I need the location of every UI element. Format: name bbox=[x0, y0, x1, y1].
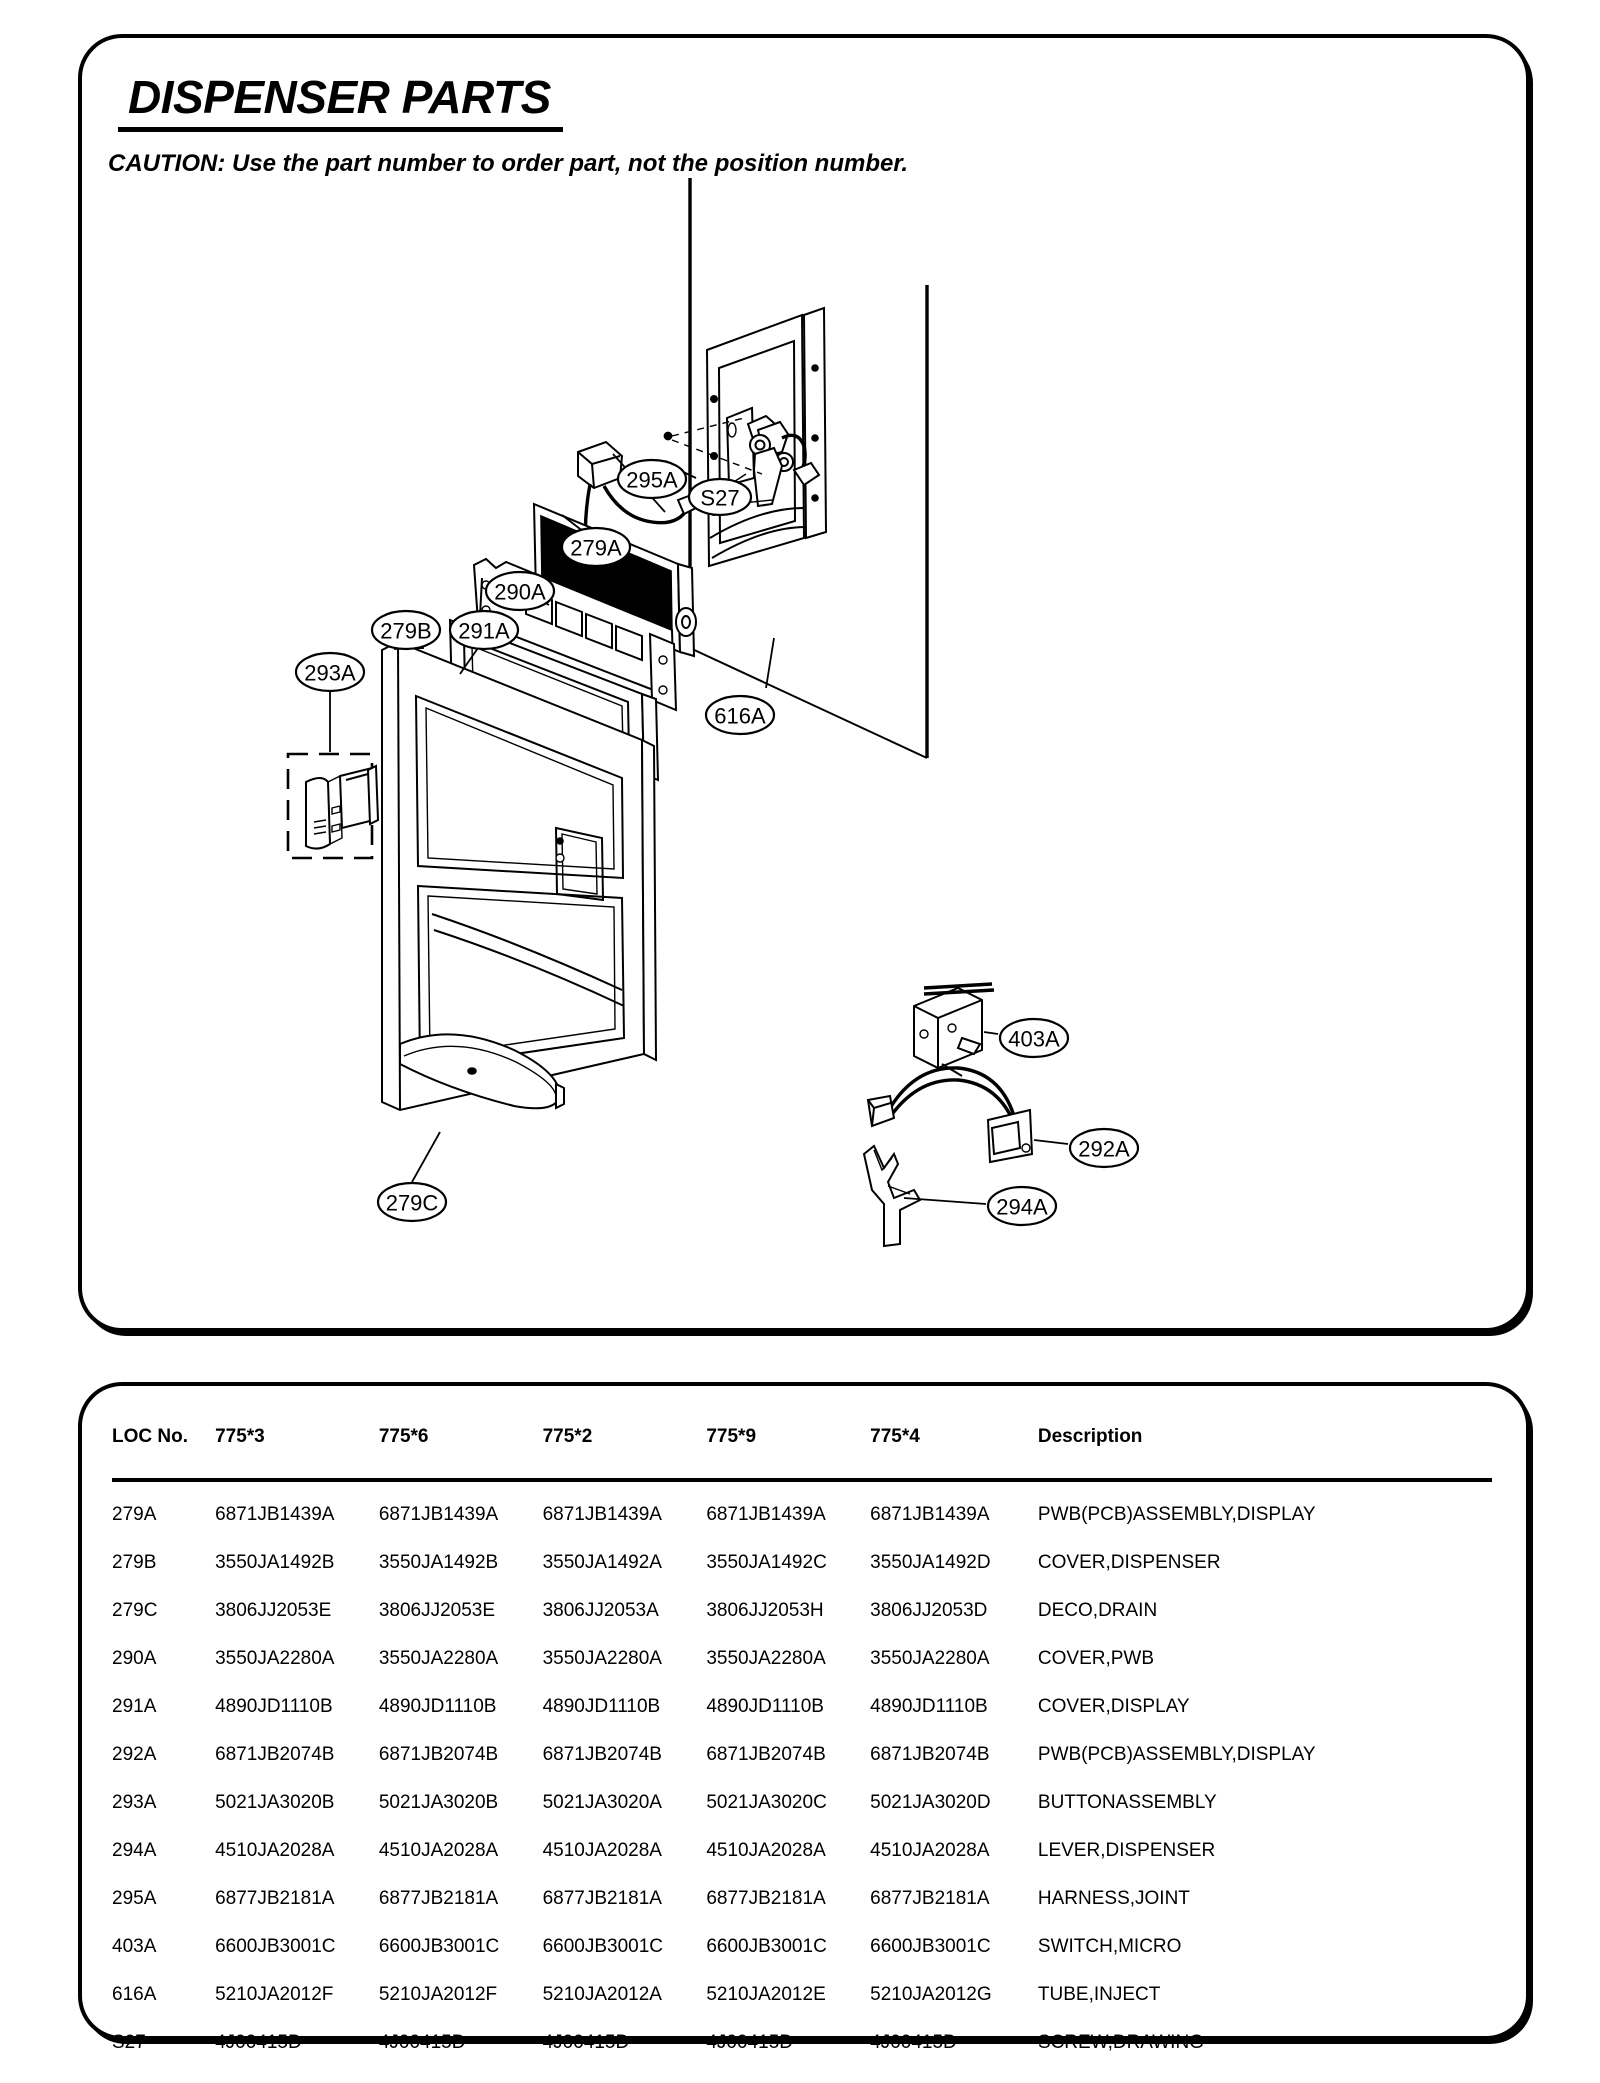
table-row bbox=[112, 1683, 1492, 1731]
cell-description: SWITCH,MICRO bbox=[1037, 1936, 1182, 1957]
cell-7753: 6600JB3001C bbox=[215, 1936, 336, 1957]
parts-table-head bbox=[112, 1426, 1492, 1480]
cell-7752: 3806JJ2053A bbox=[542, 1600, 659, 1621]
cell-7759: 6871JB1439A bbox=[706, 1504, 826, 1525]
cell-7759: 6877JB2181A bbox=[706, 1888, 826, 1909]
cell-7752: 6877JB2181A bbox=[542, 1888, 662, 1909]
cell-7753: 3550JA1492B bbox=[215, 1552, 335, 1573]
callout-616a[interactable] bbox=[706, 696, 774, 734]
table-row bbox=[112, 1587, 1492, 1635]
parts-table-panel bbox=[78, 1382, 1530, 2053]
cell-7753: 6871JB1439A bbox=[215, 1504, 335, 1525]
display-pwb-small bbox=[868, 1068, 1032, 1162]
cell-description: HARNESS,JOINT bbox=[1037, 1888, 1190, 1909]
table-row bbox=[112, 1827, 1492, 1875]
cell-7753: 3550JA2280A bbox=[215, 1648, 335, 1669]
callout-label: S27 bbox=[700, 485, 740, 511]
cell-description: TUBE,INJECT bbox=[1037, 1984, 1161, 2005]
cell-7759: 3806JJ2053H bbox=[706, 1600, 824, 1621]
cell-7759: 6871JB2074B bbox=[706, 1744, 826, 1765]
column-header-loc: LOC No. bbox=[112, 1426, 188, 1447]
cell-7756: 4J00415D bbox=[378, 2032, 466, 2053]
callout-291a[interactable] bbox=[450, 611, 518, 649]
cell-loc: 292A bbox=[112, 1744, 157, 1765]
cell-7756: 5210JA2012F bbox=[378, 1984, 498, 2005]
callout-279c[interactable] bbox=[378, 1183, 446, 1221]
cell-description: COVER,DISPENSER bbox=[1037, 1552, 1221, 1573]
cell-loc: 290A bbox=[112, 1648, 157, 1669]
cell-7756: 6871JB2074B bbox=[378, 1744, 499, 1765]
cell-7759: 3550JA1492C bbox=[706, 1552, 827, 1573]
cell-7759: 4J00415D bbox=[706, 2032, 793, 2053]
caution-note: CAUTION: Use the part number to order part, not the position number. bbox=[108, 150, 909, 177]
cell-description: LEVER,DISPENSER bbox=[1037, 1840, 1216, 1861]
cell-7759: 4510JA2028A bbox=[706, 1840, 826, 1861]
cabinet-outer-sheet bbox=[804, 308, 826, 538]
cell-7756: 3550JA1492B bbox=[378, 1552, 499, 1573]
callout-279b[interactable] bbox=[372, 611, 440, 649]
cell-7759: 6600JB3001C bbox=[706, 1936, 827, 1957]
cell-7754: 5210JA2012G bbox=[870, 1984, 992, 2005]
cell-7753: 4510JA2028A bbox=[215, 1840, 335, 1861]
table-row bbox=[112, 2019, 1492, 2067]
cell-7753: 4J00415D bbox=[215, 2032, 302, 2053]
column-header-7753: 775*3 bbox=[215, 1426, 265, 1447]
leader-292a bbox=[1034, 1140, 1068, 1144]
cell-7753: 3806JJ2053E bbox=[215, 1600, 332, 1621]
table-row bbox=[112, 1539, 1492, 1587]
cell-description: PWB(PCB)ASSEMBLY,DISPLAY bbox=[1037, 1504, 1316, 1525]
table-row bbox=[112, 1779, 1492, 1827]
cell-7754: 6877JB2181A bbox=[870, 1888, 990, 1909]
table-row bbox=[112, 1480, 1492, 1539]
parts-table bbox=[112, 1426, 1492, 2067]
exploded-parts-diagram bbox=[82, 38, 1534, 1328]
cell-7752: 5210JA2012A bbox=[542, 1984, 662, 2005]
cell-description: DECO,DRAIN bbox=[1037, 1600, 1158, 1621]
cell-7752: 4890JD1110B bbox=[542, 1696, 661, 1717]
cell-7756: 3550JA2280A bbox=[378, 1648, 499, 1669]
cell-7754: 3806JJ2053D bbox=[870, 1600, 988, 1621]
cell-7759: 4890JD1110B bbox=[706, 1696, 824, 1717]
callout-label: 403A bbox=[1008, 1026, 1060, 1052]
table-row bbox=[112, 1731, 1492, 1779]
callout-label: 292A bbox=[1078, 1136, 1130, 1162]
cell-7754: 4J00415D bbox=[870, 2032, 957, 2053]
cell-7756: 4890JD1110B bbox=[378, 1696, 497, 1717]
column-header-7756: 775*6 bbox=[378, 1426, 429, 1447]
callout-label: 279A bbox=[570, 535, 622, 561]
cell-description: COVER,DISPLAY bbox=[1037, 1696, 1190, 1717]
table-row bbox=[112, 1923, 1492, 1971]
cell-7754: 3550JA1492D bbox=[870, 1552, 991, 1573]
lever-dispenser bbox=[864, 1146, 920, 1246]
cell-description: SCREW,DRAWING bbox=[1037, 2032, 1204, 2053]
cell-7753: 5210JA2012F bbox=[215, 1984, 334, 2005]
callout-292a[interactable] bbox=[1070, 1129, 1138, 1167]
cell-loc: 279A bbox=[112, 1504, 157, 1525]
page-title: DISPENSER PARTS bbox=[118, 70, 563, 132]
diagram-panel bbox=[78, 34, 1530, 1332]
cell-description: PWB(PCB)ASSEMBLY,DISPLAY bbox=[1037, 1744, 1316, 1765]
callout-label: 290A bbox=[494, 579, 546, 605]
cell-7752: 3550JA1492A bbox=[542, 1552, 662, 1573]
cell-7753: 5021JA3020B bbox=[215, 1792, 335, 1813]
cell-7756: 3806JJ2053E bbox=[378, 1600, 496, 1621]
cell-7752: 4510JA2028A bbox=[542, 1840, 662, 1861]
cell-7752: 6600JB3001C bbox=[542, 1936, 664, 1957]
callout-295a[interactable] bbox=[618, 460, 686, 498]
cell-7759: 5210JA2012E bbox=[706, 1984, 826, 2005]
cell-loc: 293A bbox=[112, 1792, 157, 1813]
cell-7756: 4510JA2028A bbox=[378, 1840, 499, 1861]
table-row bbox=[112, 1635, 1492, 1683]
cell-loc: 403A bbox=[112, 1936, 157, 1957]
table-row bbox=[112, 1971, 1492, 2019]
callout-279a[interactable] bbox=[562, 528, 630, 566]
cell-7754: 4510JA2028A bbox=[870, 1840, 990, 1861]
cell-7753: 6877JB2181A bbox=[215, 1888, 335, 1909]
cell-7756: 6871JB1439A bbox=[378, 1504, 499, 1525]
callout-label: 616A bbox=[714, 703, 766, 729]
cell-7754: 3550JA2280A bbox=[870, 1648, 990, 1669]
cell-7753: 6871JB2074B bbox=[215, 1744, 335, 1765]
leader-616a bbox=[766, 638, 774, 688]
column-header-7759: 775*9 bbox=[706, 1426, 757, 1447]
leader-279c bbox=[412, 1132, 440, 1182]
cell-7754: 6600JB3001C bbox=[870, 1936, 991, 1957]
column-header-7754: 775*4 bbox=[870, 1426, 920, 1447]
cell-7754: 4890JD1110B bbox=[870, 1696, 988, 1717]
callout-label: 279B bbox=[380, 618, 432, 644]
cell-7756: 6600JB3001C bbox=[378, 1936, 500, 1957]
cell-loc: 279C bbox=[112, 1600, 158, 1621]
cell-7752: 6871JB2074B bbox=[542, 1744, 662, 1765]
cell-7752: 6871JB1439A bbox=[542, 1504, 662, 1525]
cell-description: BUTTONASSEMBLY bbox=[1037, 1792, 1217, 1813]
cell-loc: 279B bbox=[112, 1552, 157, 1573]
button-assembly bbox=[288, 754, 378, 858]
cell-7752: 3550JA2280A bbox=[542, 1648, 662, 1669]
callout-label: 291A bbox=[458, 618, 510, 644]
cell-7752: 5021JA3020A bbox=[542, 1792, 662, 1813]
micro-switch bbox=[914, 984, 994, 1076]
cell-7759: 5021JA3020C bbox=[706, 1792, 827, 1813]
callout-label: 295A bbox=[626, 467, 678, 493]
cell-loc: 294A bbox=[112, 1840, 157, 1861]
column-header-description: Description bbox=[1037, 1426, 1143, 1447]
cell-7754: 6871JB2074B bbox=[870, 1744, 990, 1765]
cell-loc: S27 bbox=[112, 2032, 146, 2053]
cell-7756: 6877JB2181A bbox=[378, 1888, 499, 1909]
cell-loc: 295A bbox=[112, 1888, 157, 1909]
cell-loc: 291A bbox=[112, 1696, 157, 1717]
cell-7759: 3550JA2280A bbox=[706, 1648, 826, 1669]
callout-label: 293A bbox=[304, 660, 356, 686]
cell-7756: 5021JA3020B bbox=[378, 1792, 499, 1813]
cell-7753: 4890JD1110B bbox=[215, 1696, 333, 1717]
callout-s27[interactable] bbox=[689, 479, 751, 515]
table-row bbox=[112, 1875, 1492, 1923]
cell-7752: 4J00415D bbox=[542, 2032, 630, 2053]
cell-loc: 616A bbox=[112, 1984, 157, 2005]
callout-label: 279C bbox=[385, 1190, 439, 1216]
callout-403a[interactable] bbox=[1000, 1019, 1068, 1057]
callout-label: 294A bbox=[996, 1194, 1048, 1220]
cell-7754: 5021JA3020D bbox=[870, 1792, 991, 1813]
column-header-7752: 775*2 bbox=[542, 1426, 593, 1447]
callout-294a[interactable] bbox=[988, 1187, 1056, 1225]
table-header-row bbox=[112, 1426, 1492, 1480]
leader-403a bbox=[984, 1032, 998, 1034]
callout-293a[interactable] bbox=[296, 653, 364, 691]
parts-table-body bbox=[112, 1480, 1492, 2067]
cell-description: COVER,PWB bbox=[1037, 1648, 1155, 1669]
callout-290a[interactable] bbox=[486, 572, 554, 610]
cell-7754: 6871JB1439A bbox=[870, 1504, 990, 1525]
